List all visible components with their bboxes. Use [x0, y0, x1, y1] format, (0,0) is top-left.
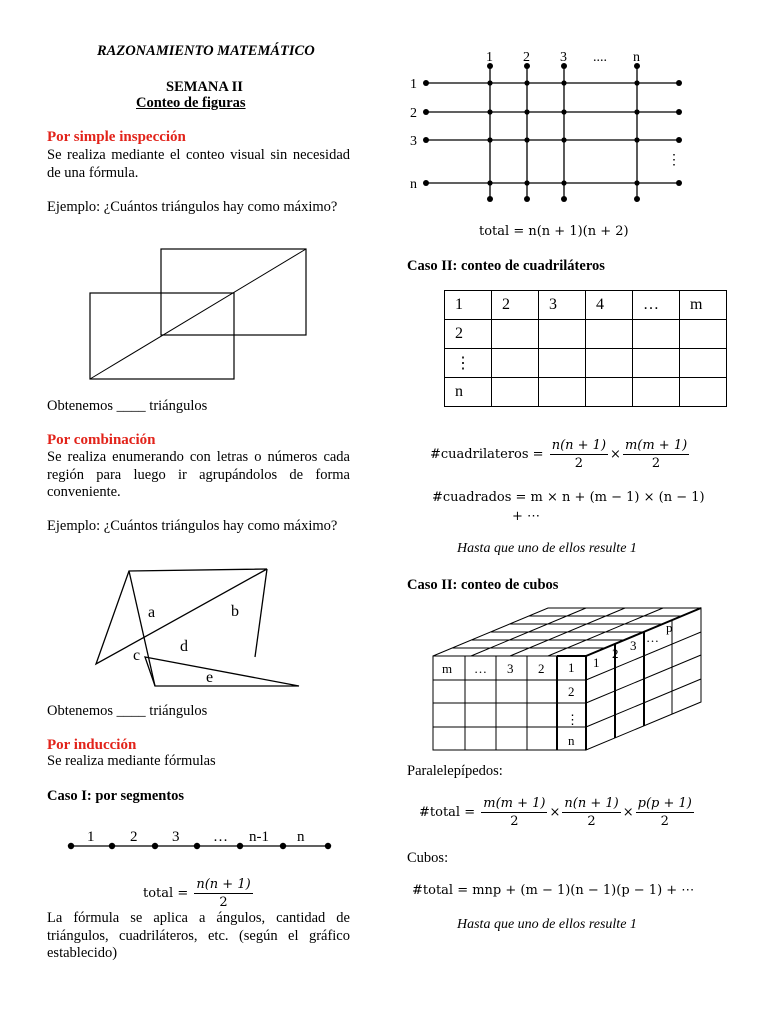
quad-top-3: 3: [539, 291, 586, 320]
quad-top-4: 4: [586, 291, 633, 320]
quad-col-2: 2: [445, 320, 492, 349]
topic-title: Conteo de figuras: [136, 95, 246, 111]
course-title: RAZONAMIENTO MATEMÁTICO: [97, 43, 315, 59]
quad-num-2: m(m + 1): [624, 438, 688, 453]
formula-numerator: n(n + 1): [196, 877, 251, 892]
region-label-a: a: [148, 604, 156, 621]
cube-front-2: 2: [538, 661, 545, 676]
cube-figure: [407, 0, 737, 1024]
region-label-c: c: [133, 647, 141, 664]
quad-note: Hasta que uno de ellos resulte 1: [457, 541, 637, 556]
region-label-d: d: [180, 638, 188, 655]
cube-side-dots: ⋮: [566, 712, 579, 727]
lattice-row-n: n: [410, 177, 417, 192]
segment-label-1: 1: [87, 829, 95, 845]
cubes-note: Hasta que uno de ellos resulte 1: [457, 917, 637, 932]
lattice-col-1: 1: [486, 50, 493, 65]
quad-top-1: 1: [445, 291, 492, 320]
lattice-col-2: 2: [523, 50, 530, 65]
induction-note: La fórmula se aplica a ángulos, cantidad de triángulos, cuadriláteros, etc. (según el gráfico establecido): [47, 910, 350, 961]
lattice-formula: total = n(n + 1)(n + 2): [479, 224, 629, 239]
quad-den-2: 2: [651, 456, 661, 471]
inspection-result: Obtenemos ____ triángulos: [47, 398, 208, 414]
cube-front-3: 3: [507, 661, 514, 676]
cube-side-n: n: [568, 733, 575, 748]
para-num-2: n(n + 1): [564, 796, 619, 811]
squares-formula-cont: + ⋯: [512, 509, 541, 524]
paralelepipedos-formula: [419, 796, 696, 829]
induction-text: Se realiza mediante fórmulas: [47, 753, 216, 769]
quad-formula-lhs: #cuadrilateros =: [430, 447, 544, 462]
para-num-3: p(p + 1): [637, 796, 692, 811]
inspection-heading: Por simple inspección: [47, 129, 186, 145]
paralelepipedos-label: Paralelepípedos:: [407, 763, 503, 779]
quad-col-n: n: [445, 378, 492, 407]
quad-title: Caso II: conteo de cuadriláteros: [407, 258, 605, 274]
region-label-e: e: [206, 669, 214, 686]
segment-label-3: 3: [172, 829, 180, 845]
inspection-text: Se realiza mediante el conteo visual sin necesidad de una fórmula.: [47, 147, 350, 181]
quad-top-dots: …: [633, 291, 680, 320]
para-times-1: ×: [549, 805, 561, 820]
quad-num-1: n(n + 1): [551, 438, 607, 453]
formula-lhs: total =: [143, 886, 189, 901]
segment-label-dots: …: [213, 829, 228, 845]
cube-depth-3: 3: [630, 638, 637, 653]
para-den-3: 2: [660, 814, 669, 829]
segment-label-n-1: n-1: [249, 829, 269, 845]
cube-front-dots: …: [474, 661, 487, 676]
para-lhs: #total =: [419, 805, 476, 820]
segment-label-n: n: [297, 829, 305, 845]
combination-heading: Por combinación: [47, 432, 156, 448]
combination-example: Ejemplo: ¿Cuántos triángulos hay como máximo?: [47, 518, 338, 534]
formula-denominator: 2: [219, 895, 228, 910]
cube-side-1: 1: [568, 660, 575, 675]
quad-times: ×: [610, 447, 621, 462]
para-times-2: ×: [622, 805, 634, 820]
cube-side-2: 2: [568, 684, 575, 699]
cube-depth-p: p: [666, 620, 673, 635]
quad-den-1: 2: [574, 456, 583, 471]
para-den-1: 2: [510, 814, 519, 829]
segment-label-2: 2: [130, 829, 138, 845]
lattice-row-3: 3: [410, 134, 417, 149]
quad-top-2: 2: [492, 291, 539, 320]
cubes-label: Cubos:: [407, 850, 449, 866]
cubes-title: Caso II: conteo de cubos: [407, 577, 559, 593]
cube-front-m: m: [442, 661, 453, 676]
lattice-vertical-dots: ⋮: [667, 153, 681, 168]
lattice-col-3: 3: [560, 50, 567, 65]
lattice-col-n: n: [633, 50, 640, 65]
squares-formula: #cuadrados = m × n + (m − 1) × (n − 1): [432, 490, 705, 505]
combination-result: Obtenemos ____ triángulos: [47, 703, 208, 719]
quad-col-dots: ⋮: [445, 349, 492, 378]
induction-heading: Por inducción: [47, 737, 137, 753]
case1-title: Caso I: por segmentos: [47, 788, 185, 804]
inspection-example: Ejemplo: ¿Cuántos triángulos hay como máximo?: [47, 199, 338, 215]
para-num-1: m(m + 1): [483, 796, 546, 811]
lattice-row-2: 2: [410, 106, 417, 121]
segments-formula: [143, 877, 255, 910]
para-den-2: 2: [587, 814, 596, 829]
region-label-b: b: [231, 603, 239, 620]
cubes-formula: #total = mnp + (m − 1)(n − 1)(p − 1) + ⋯: [412, 883, 695, 898]
lattice-col-dots: ....: [593, 50, 607, 65]
cube-depth-2: 2: [612, 646, 619, 661]
week-title: SEMANA II: [166, 79, 243, 95]
cube-depth-dots: …: [646, 630, 659, 645]
cube-depth-1: 1: [593, 655, 600, 670]
segment-figure: [47, 0, 350, 1024]
lattice-row-1: 1: [410, 77, 417, 92]
quad-top-m: m: [680, 291, 727, 320]
combination-text: Se realiza enumerando con letras o números cada región para luego ir agrupándolos de forma conveniente.: [47, 449, 350, 500]
